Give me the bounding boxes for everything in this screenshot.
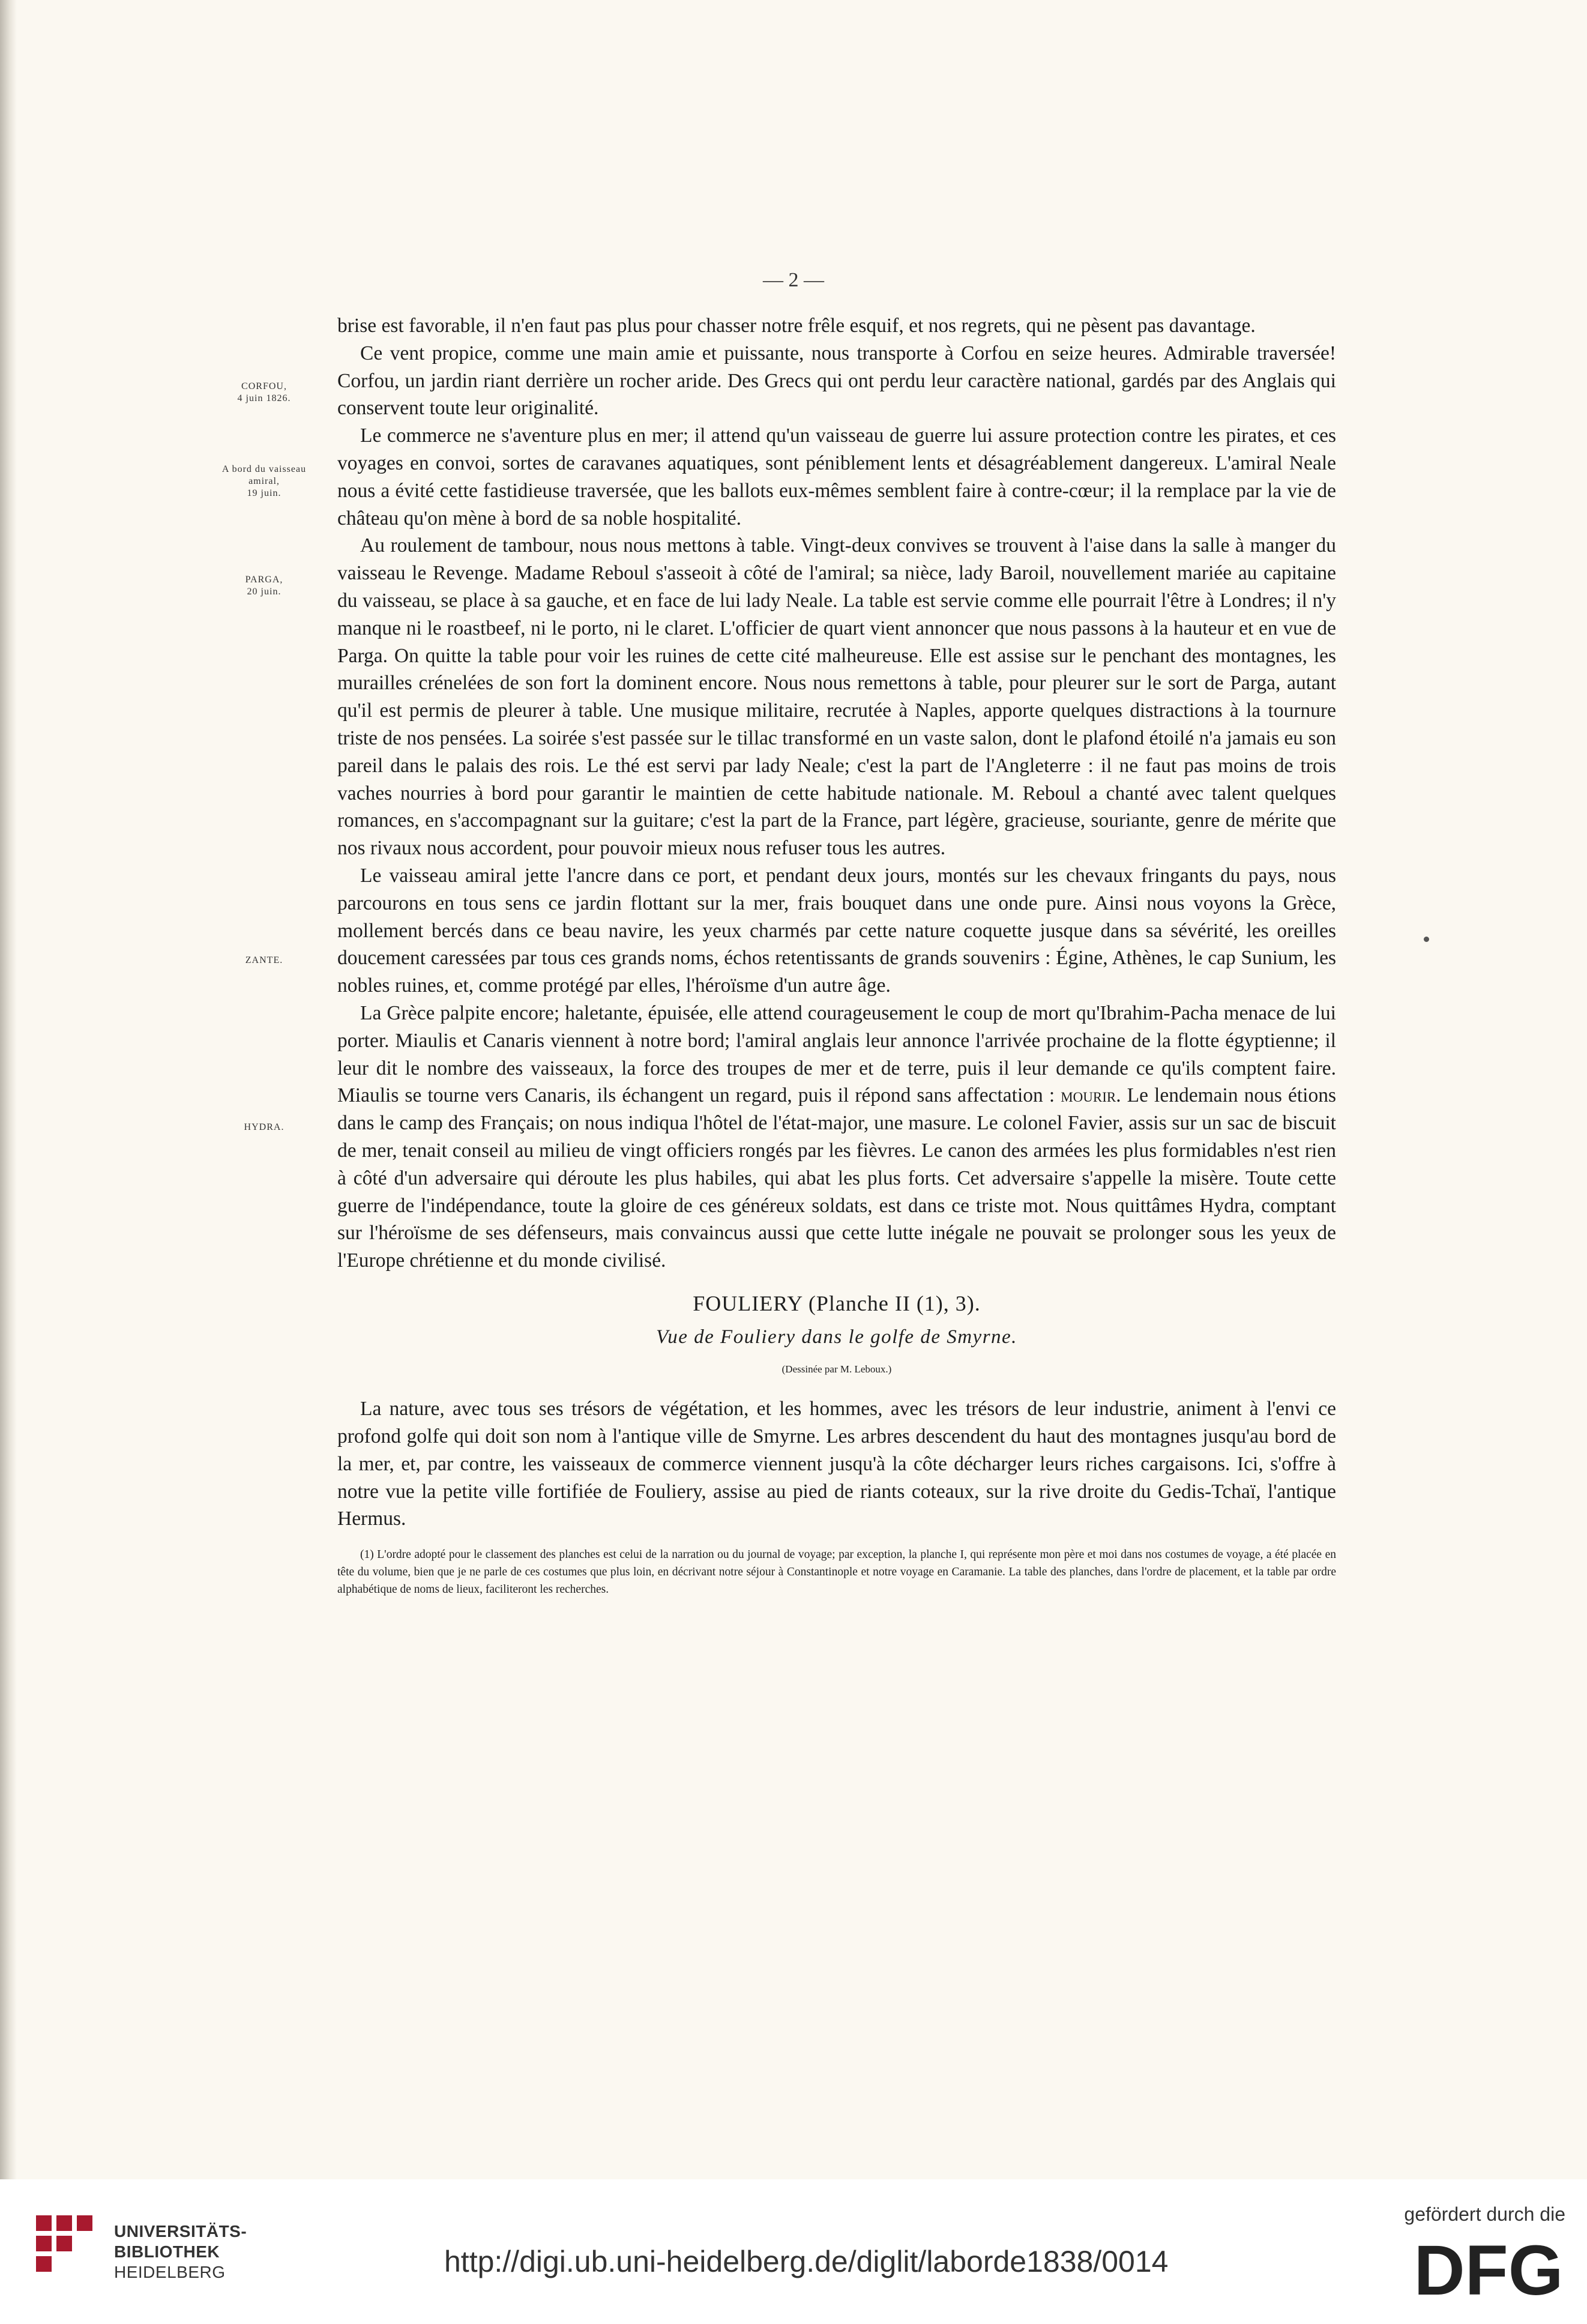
paragraph: Ce vent propice, comme une main amie et puissante, nous transporte à Corfou en seize heures. Admirable traversée! Corfou, un jardin riant derrière un rocher aride. Des Grecs qui ont perdu leur caractère national, gardés par des Anglais qui conservent toute leur originalité. <box>337 342 1336 420</box>
dfg-logo-text: DFG <box>1414 2232 1564 2303</box>
margin-note-line: amiral, <box>248 476 280 486</box>
dfg-logo-icon <box>1411 2232 1567 2303</box>
paragraph-text: La Grèce palpite encore; haletante, épuisée, elle attend courageusement le coup de mort qu'Ibrahim-Pacha menace de lui porter. Miaulis et Canaris viennent à notre bord; l'amiral anglais leur annonce l'arrivée prochaine de la flotte égyptienne; il leur dit le nombre des vaisseaux, la force des troupes de mer et de terre, puis il leur demande ce qu'ils comptent faire. Miaulis se tourne vers Canaris, ils échangent un regard, puis il répond sans affectation : <box>337 1001 1336 1107</box>
paragraph <box>337 1000 1336 1275</box>
section-heading: FOULIERY (Planche II (1), 3). <box>693 1291 981 1315</box>
university-library-logo-icon <box>30 2203 102 2293</box>
page-number: — 2 — <box>763 269 824 291</box>
margin-note-line: PARGA, <box>245 575 283 585</box>
ink-speck <box>1424 937 1429 942</box>
margin-note-line: HYDRA. <box>244 1122 285 1132</box>
emphasis-word: mourir <box>1061 1084 1116 1107</box>
paragraph: Le commerce ne s'aventure plus en mer; il attend qu'un vaisseau de guerre lui assure protection contre les pirates, et ces voyages en convoi, sortes de caravanes aquatiques, sont péniblement lents et désagréablement dangereux. L'amiral Neale nous a évité cette fastidieuse traversée, que les ballots eux-mêmes semblent faire à contre-cœur; il la remplace par la vie de château qu'on mène à bord de sa noble hospitalité. <box>337 424 1336 530</box>
margin-note-parga <box>204 574 324 598</box>
sponsor-label: gefördert durch die <box>1404 2203 1565 2225</box>
library-name <box>114 2221 247 2283</box>
footer-bar <box>0 2179 1587 2324</box>
library-name-line: HEIDELBERG <box>114 2263 226 2281</box>
margin-note-vaisseau <box>204 463 324 500</box>
body-text <box>337 312 1336 1610</box>
margin-note-corfou <box>204 381 324 405</box>
library-name-line: UNIVERSITÄTS- <box>114 2222 247 2241</box>
margin-note-line: 19 juin. <box>247 488 282 498</box>
paragraph: brise est favorable, il n'en faut pas plus pour chasser notre frêle esquif, et nos regrets, qui ne pèsent pas davantage. <box>337 315 1256 337</box>
margin-note-hydra <box>204 1121 324 1133</box>
illustration-credit: (Dessinée par M. Leboux.) <box>781 1363 892 1375</box>
paragraph: La nature, avec tous ses trésors de végétation, et les hommes, avec les trésors de leur industrie, animent à l'envi ce profond golfe qui doit son nom à l'antique ville de Smyrne. Les arbres descendent du haut des montagnes jusqu'au bord de la mer, et, par contre, les vaisseaux de commerce viennent jusqu'à la côte décharger leurs riches cargaisons. Ici, s'offre à notre vue la petite ville fortifiée de Fouliery, assise au pied de riants coteaux, sur la rive droite du Gedis-Tchaï, l'antique Hermus. <box>337 1398 1336 1530</box>
paragraph-text: . Le lendemain nous étions dans le camp des Français; on nous indiqua l'hôtel de l'état-major, une masure. Le colonel Favier, assis sur un sac de biscuit de mer, tenait conseil au milieu de vingt officiers rongés par les fièvres. Le canon des armées les plus formidables n'est rien à côté d'un adversaire qui déroute les plus habiles, qui abat les plus forts. Cet adversaire s'appelle la misère. Toute cette guerre de l'indépendance, toute la gloire de ces généreux soldats, est dans ce triste mot. Nous quittâmes Hydra, comptant sur l'héroïsme de ses défenseurs, mais convaincus aussi que cette lutte inégale ne pouvait se prolonger sous les yeux de l'Europe chrétienne et du monde civilisé. <box>337 1084 1336 1272</box>
paragraph: Au roulement de tambour, nous nous mettons à table. Vingt-deux convives se trouvent à l'aise dans la salle à manger du vaisseau le Revenge. Madame Reboul s'asseoit à côté de l'amiral; sa nièce, lady Baroil, nouvellement mariée au capitaine du vaisseau, se place à sa gauche, et en face de lui lady Neale. La table est servie comme elle pourrait l'être à Londres; il n'y manque ni le roastbeef, ni le porto, ni le claret. L'officier de quart vient annoncer que nous passons à la hauteur et en vue de Parga. On quitte la table pour voir les ruines de cette cité malheureuse. Elle est assise sur le penchant des montagnes, les murailles crénelées de son fort la dominent encore. Nous nous remettons à table, pour pleurer sur le sort de Parga, autant qu'il est permis de pleurer à table. Une musique militaire, recrutée à Naples, apporte quelques distractions à la tournure triste de nos pensées. La soirée s'est passée sur le tillac transformé en un vaste salon, dont le plafond étoilé n'a jamais eu son pareil dans le palais des rois. Le thé est servi par lady Neale; c'est la part de l'Angleterre : il ne faut pas moins de trois vaches nourries à bord pour garantir le maintien de cette habitude nationale. M. Reboul a chanté avec talent quelques romances, en s'accompagnant sur la guitare; c'est la part de la France, part légère, gracieuse, souriante, genre de mérite que nos rivaux nous accordent, pour pouvoir mieux nous refuser tous les autres. <box>337 534 1336 860</box>
paragraph: Le vaisseau amiral jette l'ancre dans ce port, et pendant deux jours, montés sur les chevaux fringants du pays, nous parcourons en tous sens ce jardin flottant sur la mer, frais bouquet dans une onde pure. Ainsi nous voyons la Grèce, mollement bercés dans ce beau navire, les yeux charmés par cette nature coquette jusque dans sa sévérité, les oreilles doucement caressées par tous ces grands noms, échos retentissants de grands souvenirs : Égine, Athènes, le cap Sunium, les nobles ruines, et, comme protégé par elles, l'héroïsme d'un autre âge. <box>337 864 1336 997</box>
library-name-line: BIBLIOTHEK <box>114 2242 220 2261</box>
footnote: (1) L'ordre adopté pour le classement des planches est celui de la narration ou du journal de voyage; par exception, la planche I, qui représente mon père et moi dans nos costumes de voyage, a été placée en tête du volume, bien que je ne parle de ces costumes que plus loin, en décrivant notre séjour à Constantinople et notre voyage en Caramanie. La table des planches, dans l'ordre de placement, et la table par ordre alphabétique de noms de lieux, faciliteront les recherches. <box>337 1548 1336 1596</box>
margin-note-line: 20 juin. <box>247 587 282 597</box>
permalink-url[interactable]: http://digi.ub.uni-heidelberg.de/diglit/laborde1838/0014 <box>444 2245 1169 2278</box>
section-subheading: Vue de Fouliery dans le golfe de Smyrne. <box>656 1326 1017 1348</box>
page-edge-shadow <box>0 0 17 2179</box>
margin-note-zante <box>204 955 324 967</box>
margin-note-line: A bord du vaisseau <box>221 464 307 474</box>
margin-note-line: CORFOU, <box>241 381 287 391</box>
margin-note-line: 4 juin 1826. <box>237 393 291 403</box>
margin-note-line: ZANTE. <box>245 955 283 965</box>
